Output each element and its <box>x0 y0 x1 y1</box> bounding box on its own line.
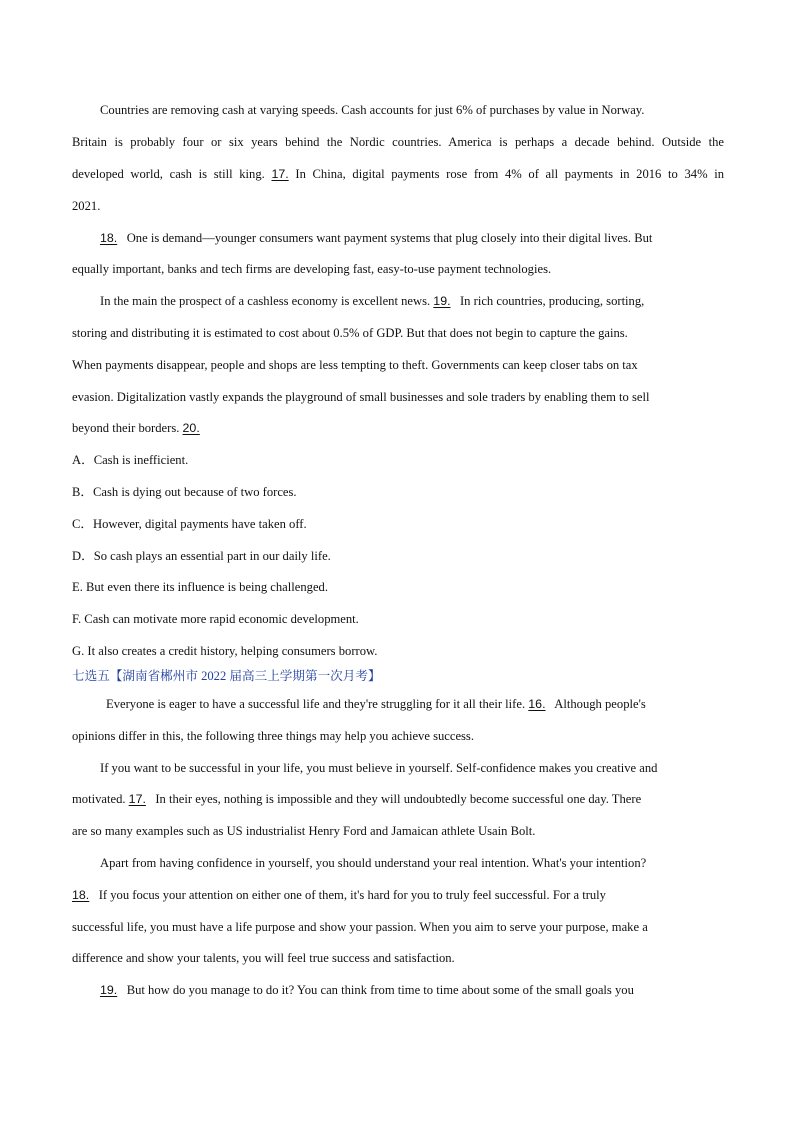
option-a <box>72 451 724 469</box>
option-text: E. But even there its influence is being challenged. <box>72 580 328 594</box>
text-run: Although people's <box>554 697 646 711</box>
blank-19[interactable]: 19. <box>433 294 451 308</box>
text-run: motivated. <box>72 792 126 806</box>
text-line <box>72 949 724 967</box>
text-run: successful life, you must have a life purpose and show your passion. When you aim to serve your purpose, make a <box>72 920 648 934</box>
text-run: Apart from having confidence in yourself, you should understand your real intention. What's your intention? <box>100 856 647 870</box>
option-text: G. It also creates a credit history, helping consumers borrow. <box>72 644 378 658</box>
text-run: In rich countries, producing, sorting, <box>459 294 645 308</box>
text-run: In China, digital payments rose from 4% of all payments in 2016 to 34% in <box>295 167 724 181</box>
text-line <box>72 197 724 215</box>
text-line <box>106 695 724 713</box>
text-line <box>72 918 724 936</box>
text-line <box>100 101 724 119</box>
blank-18[interactable]: 18. <box>100 231 118 245</box>
option-b <box>72 483 724 501</box>
text-run: Countries are removing cash at varying speeds. Cash accounts for just 6% of purchases by value in Norway. <box>100 103 645 117</box>
text-run: storing and distributing it is estimated to cost about 0.5% of GDP. But that does not begin to capture the gains. <box>72 326 628 340</box>
text-line <box>100 292 724 310</box>
text-line <box>72 356 724 374</box>
option-c <box>72 515 724 533</box>
text-run: In the main the prospect of a cashless economy is excellent news. <box>100 294 431 308</box>
text-run: One is demand—younger consumers want payment systems that plug closely into their digital lives. But <box>126 231 653 245</box>
option-text: A．Cash is inefficient. <box>72 453 189 467</box>
text-line <box>72 886 724 904</box>
blank-17-b[interactable]: 17. <box>128 792 146 806</box>
section-heading <box>72 667 724 685</box>
text-run: 2021. <box>72 199 101 213</box>
text-line <box>72 419 724 437</box>
text-line <box>72 324 724 342</box>
text-run: opinions differ in this, the following three things may help you achieve success. <box>72 729 474 743</box>
blank-18-b[interactable]: 18. <box>72 888 90 902</box>
text-run: In their eyes, nothing is impossible and they will undoubtedly become successful one day. There <box>155 792 642 806</box>
text-line <box>72 165 724 183</box>
text-line <box>72 260 724 278</box>
blank-20[interactable]: 20. <box>182 421 200 435</box>
text-line <box>100 759 724 777</box>
text-run: Everyone is eager to have a successful life and they're struggling for it all their life. <box>106 697 526 711</box>
text-line <box>72 727 724 745</box>
blank-16[interactable]: 16. <box>528 697 546 711</box>
text-line <box>72 790 724 808</box>
text-line <box>100 229 724 247</box>
blank-19-b[interactable]: 19. <box>100 983 118 997</box>
option-e <box>72 578 724 596</box>
text-line <box>72 822 724 840</box>
option-d <box>72 547 724 565</box>
text-run: are so many examples such as US industrialist Henry Ford and Jamaican athlete Usain Bolt. <box>72 824 536 838</box>
option-text: F. Cash can motivate more rapid economic development. <box>72 612 359 626</box>
option-text: B．Cash is dying out because of two forces. <box>72 485 297 499</box>
text-run: difference and show your talents, you will feel true success and satisfaction. <box>72 951 455 965</box>
text-run: developed world, cash is still king. <box>72 167 265 181</box>
text-run: evasion. Digitalization vastly expands the playground of small businesses and sole traders by enabling them to sell <box>72 390 650 404</box>
text-run: If you focus your attention on either one of them, it's hard for you to truly feel successful. For a truly <box>98 888 606 902</box>
text-run: beyond their borders. <box>72 421 180 435</box>
option-text: C．However, digital payments have taken off. <box>72 517 307 531</box>
text-line <box>72 133 724 151</box>
heading-text: 七选五【湖南省郴州市 2022 届高三上学期第一次月考】 <box>72 669 381 683</box>
text-run: If you want to be successful in your life, you must believe in yourself. Self-confidence makes you creative and <box>100 761 658 775</box>
blank-17[interactable]: 17. <box>271 167 289 181</box>
text-line <box>100 854 724 872</box>
text-run: When payments disappear, people and shops are less tempting to theft. Governments can keep closer tabs on tax <box>72 358 638 372</box>
text-run: equally important, banks and tech firms are developing fast, easy-to-use payment technologies. <box>72 262 552 276</box>
text-run: But how do you manage to do it? You can think from time to time about some of the small goals you <box>126 983 634 997</box>
text-line <box>72 388 724 406</box>
option-text: D．So cash plays an essential part in our daily life. <box>72 549 331 563</box>
option-g <box>72 642 724 660</box>
text-line <box>100 981 724 999</box>
option-f <box>72 610 724 628</box>
text-run: Britain is probably four or six years behind the Nordic countries. America is perhaps a decade behind. Outside the <box>72 135 724 149</box>
